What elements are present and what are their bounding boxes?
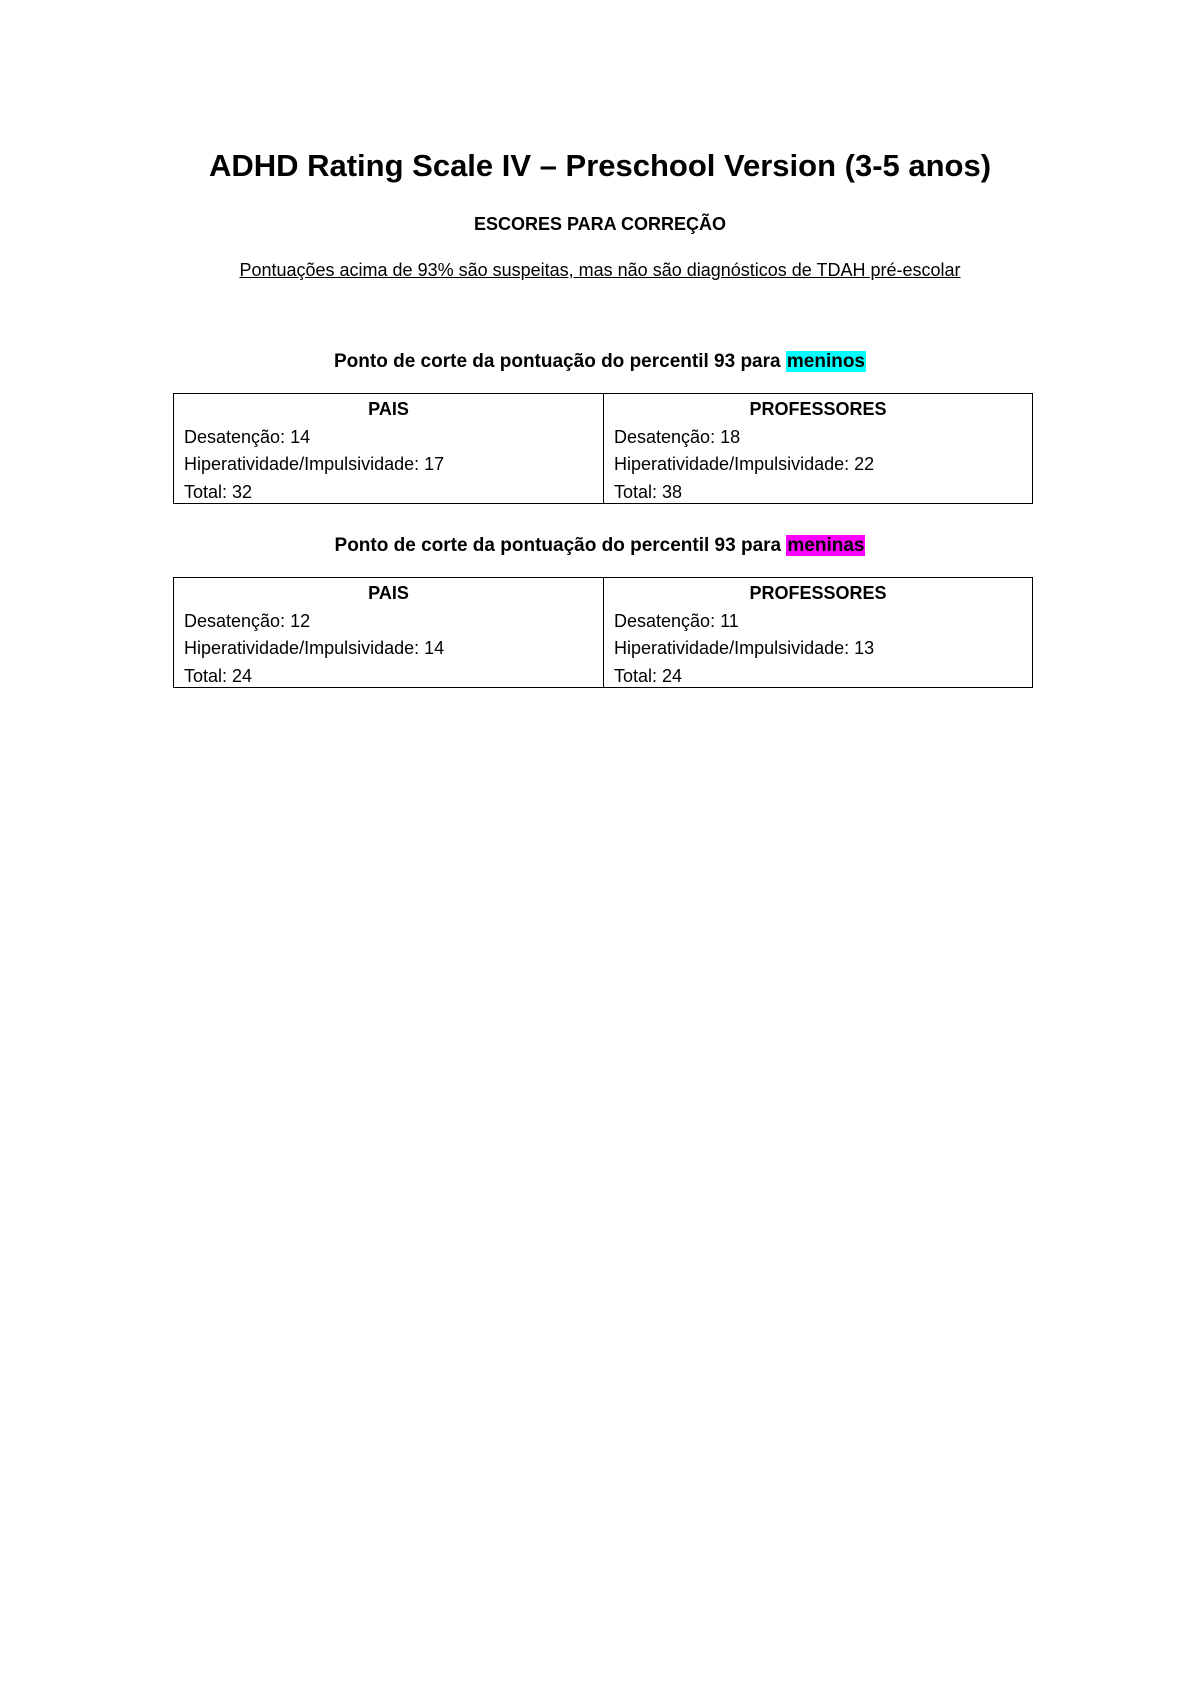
column-header: PAIS [368, 583, 409, 603]
section-heading-text: Ponto de corte da pontuação do percentil 93 para [334, 351, 781, 372]
section-heading-meninas [0, 533, 1200, 559]
score-hiperatividade: Hiperatividade/Impulsividade: 14 [184, 638, 445, 658]
score-total: Total: 24 [184, 665, 253, 686]
column-header: PAIS [368, 399, 409, 419]
document-title: ADHD Rating Scale IV – Preschool Version (3-5 anos) [208, 148, 992, 183]
document-subtitle: ESCORES PARA CORREÇÃO [473, 214, 727, 234]
score-hiperatividade: Hiperatividade/Impulsividade: 17 [184, 454, 445, 474]
score-table-meninos [173, 393, 1033, 504]
section-heading-text: Ponto de corte da pontuação do percentil 93 para [334, 535, 782, 556]
column-professores [603, 578, 1032, 687]
highlight-meninas: meninas [787, 535, 865, 556]
document-note: Pontuações acima de 93% são suspeitas, mas não são diagnósticos de TDAH pré-escolar [239, 260, 961, 280]
score-hiperatividade: Hiperatividade/Impulsividade: 22 [614, 454, 875, 474]
highlight-meninos: meninos [786, 351, 865, 372]
score-desatencao: Desatenção: 12 [184, 610, 311, 631]
column-pais [174, 578, 603, 687]
column-pais [174, 394, 603, 503]
score-desatencao: Desatenção: 18 [614, 426, 741, 447]
score-desatencao: Desatenção: 14 [184, 426, 311, 447]
score-total: Total: 24 [614, 665, 683, 686]
score-hiperatividade: Hiperatividade/Impulsividade: 13 [614, 638, 875, 658]
score-total: Total: 38 [614, 481, 683, 502]
column-header: PROFESSORES [749, 399, 887, 419]
section-heading-meninos [0, 349, 1200, 375]
column-professores [603, 394, 1032, 503]
column-header: PROFESSORES [749, 583, 887, 603]
score-total: Total: 32 [184, 481, 253, 502]
score-desatencao: Desatenção: 11 [614, 610, 739, 631]
score-table-meninas [173, 577, 1033, 688]
